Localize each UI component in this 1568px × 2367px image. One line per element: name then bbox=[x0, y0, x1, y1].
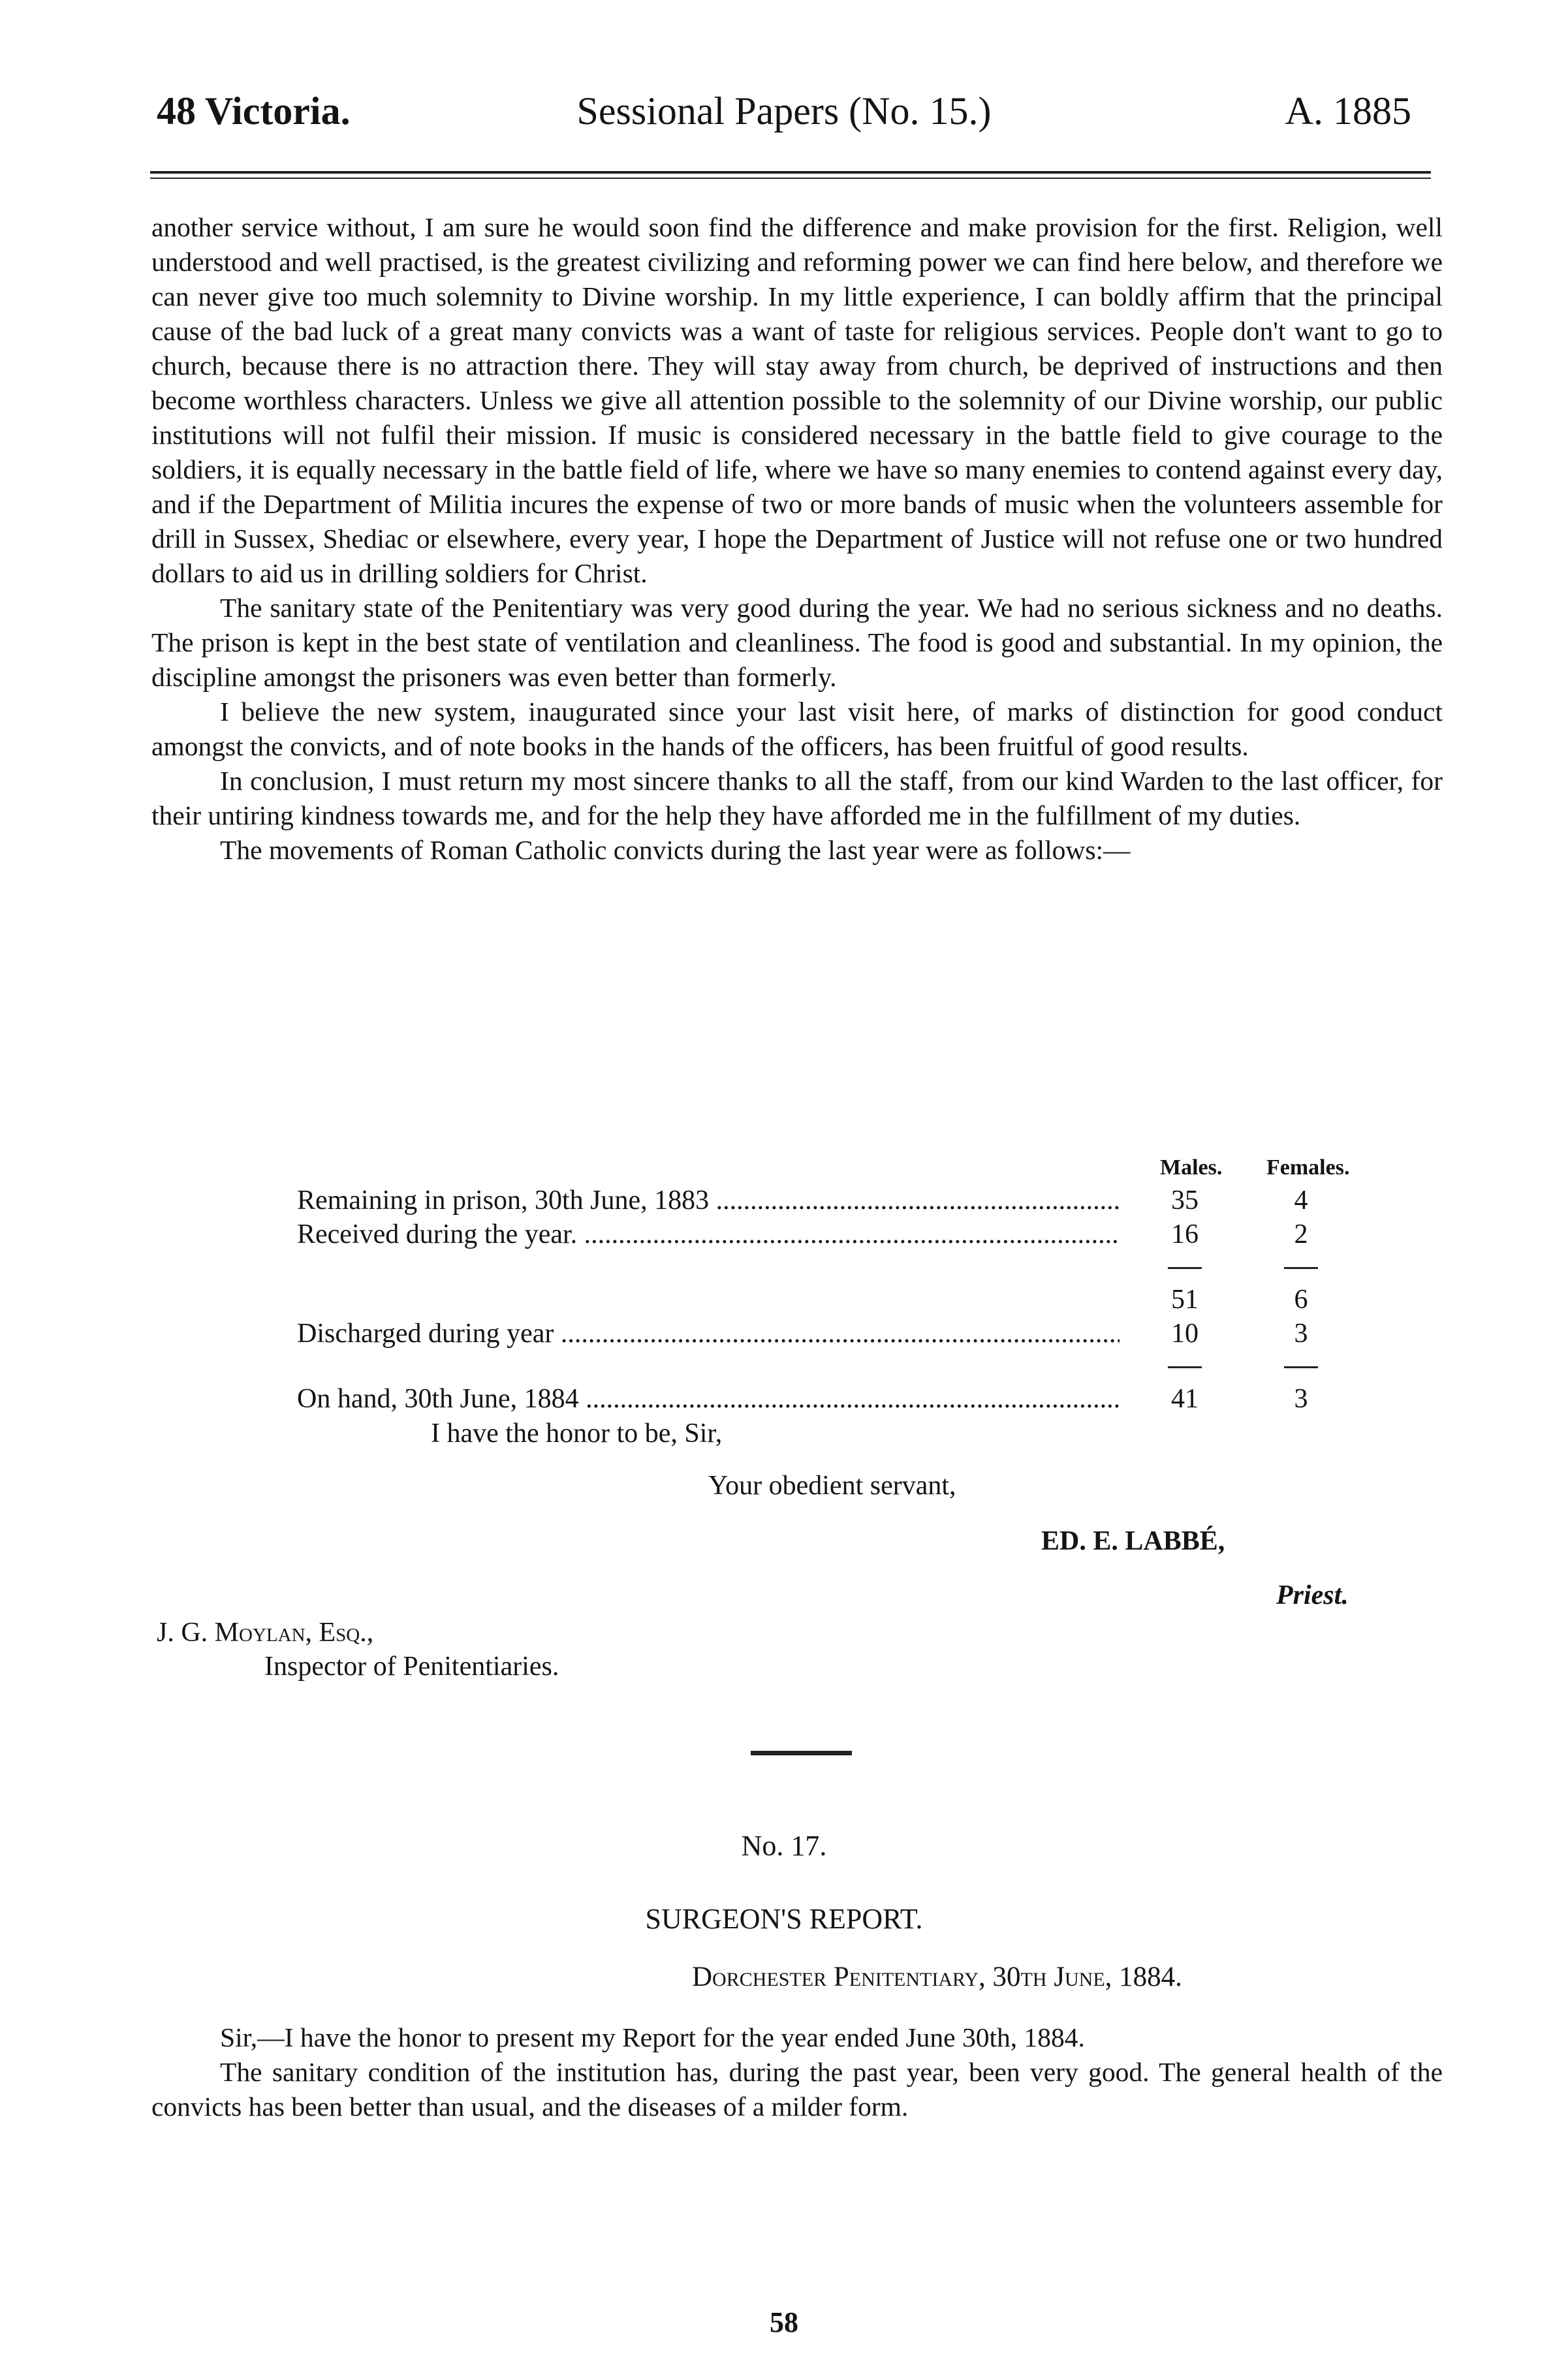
surgeon-report-body bbox=[151, 2020, 1443, 2124]
header-title: Sessional Papers (No. 15.) bbox=[576, 89, 992, 133]
section-separator bbox=[751, 1751, 852, 1755]
header-rule-thin bbox=[150, 178, 1431, 179]
table-row-total bbox=[297, 1382, 1407, 1416]
closing-servant: Your obedient servant, bbox=[708, 1471, 956, 1501]
table-row bbox=[297, 1217, 1407, 1251]
header-session: 48 Victoria. bbox=[157, 89, 351, 133]
males-value: 51 bbox=[1171, 1285, 1199, 1315]
column-header-males: Males. bbox=[1160, 1155, 1223, 1180]
sum-rule bbox=[1168, 1267, 1202, 1269]
sum-rule bbox=[1284, 1267, 1318, 1269]
header-year: A. 1885 bbox=[1285, 89, 1411, 133]
paragraph: I believe the new system, inaugurated since your last visit here, of marks of distinction for good conduct amongst the convicts, and of note books in the hands of the officers, has been fruitful of good results. bbox=[151, 697, 1443, 761]
report-number: No. 17. bbox=[741, 1830, 827, 1862]
females-value: 6 bbox=[1294, 1285, 1308, 1315]
addressee-position: Inspector of Penitentiaries. bbox=[264, 1652, 559, 1682]
males-value: 35 bbox=[1171, 1185, 1199, 1215]
row-label: Remaining in prison, 30th June, 1883 ..... bbox=[297, 1184, 1120, 1217]
paragraph: The movements of Roman Catholic convicts during the last year were as follows:— bbox=[220, 835, 1131, 865]
row-label: Discharged during year ..... bbox=[297, 1317, 1120, 1351]
signature: ED. E. LABBÉ, bbox=[1041, 1526, 1225, 1556]
page-number: 58 bbox=[770, 2306, 798, 2338]
paragraph: another service without, I am sure he would soon find the difference and make provision for the first. Religion, well understood and well practised, is the greatest civilizing and reforming power we can find here below, and therefore we can never give too much solemnity to Divine worship. In my little experience, I can boldly affirm that the principal cause of the bad luck of a great many convicts was a want of taste for religious services. People don't want to go to church, because there is no attraction there. They will stay away from church, be deprived of instructions and then become worthless characters. Unless we give all attention possible to the solemnity of our Divine worship, our public institutions will not fulfil their mission. If music is considered necessary in the battle field to give courage to the soldiers, it is equally necessary in the battle field of life, where we have so many enemies to contend against every day, and if the Department of Militia incures the expense of two or more bands of music when the volunteers assemble for drill in Sussex, Shediac or elsewhere, every year, I hope the Department of Justice will not refuse one or two hundred dollars to aid us in drilling soldiers for Christ. bbox=[151, 212, 1443, 588]
signature-title: Priest. bbox=[1276, 1580, 1349, 1610]
males-value: 41 bbox=[1171, 1384, 1199, 1414]
column-header-females: Females. bbox=[1266, 1155, 1350, 1180]
header-rule bbox=[150, 171, 1431, 174]
addressee-name: J. G. Moylan, Esq., bbox=[157, 1618, 374, 1648]
table-row bbox=[297, 1184, 1407, 1217]
closing-salutation: I have the honor to be, Sir, bbox=[431, 1419, 723, 1449]
females-value: 3 bbox=[1294, 1384, 1308, 1414]
report-body bbox=[151, 210, 1443, 868]
paragraph: The sanitary state of the Penitentiary was very good during the year. We had no serious sickness and no deaths. The prison is kept in the best state of ventilation and cleanliness. The food is good and substantial. In my opinion, the discipline amongst the prisoners was even better than formerly. bbox=[151, 593, 1443, 692]
table-row-subtotal bbox=[297, 1283, 1407, 1317]
females-value: 2 bbox=[1294, 1219, 1308, 1249]
paragraph: In conclusion, I must return my most sincere thanks to all the staff, from our kind Warden to the last officer, for their untiring kindness towards me, and for the help they have afforded me in the fulfillment of my duties. bbox=[151, 766, 1443, 830]
table-row bbox=[297, 1317, 1407, 1351]
report-dateline: Dorchester Penitentiary, 30th June, 1884. bbox=[692, 1962, 1182, 1992]
sum-rule bbox=[1284, 1366, 1318, 1368]
paragraph: The sanitary condition of the institution has, during the past year, been very good. The general health of the convicts has been better than usual, and the diseases of a milder form. bbox=[151, 2057, 1443, 2122]
females-value: 3 bbox=[1294, 1319, 1308, 1349]
males-value: 10 bbox=[1171, 1319, 1199, 1349]
report-title: SURGEON'S REPORT. bbox=[645, 1903, 923, 1935]
males-value: 16 bbox=[1171, 1219, 1199, 1249]
page-header bbox=[157, 85, 1411, 137]
paragraph: Sir,—I have the honor to present my Report for the year ended June 30th, 1884. bbox=[220, 2022, 1085, 2052]
sum-rule bbox=[1168, 1366, 1202, 1368]
row-label: Received during the year. ..... bbox=[297, 1217, 1120, 1251]
row-label: On hand, 30th June, 1884 ..... bbox=[297, 1382, 1120, 1416]
females-value: 4 bbox=[1294, 1185, 1308, 1215]
